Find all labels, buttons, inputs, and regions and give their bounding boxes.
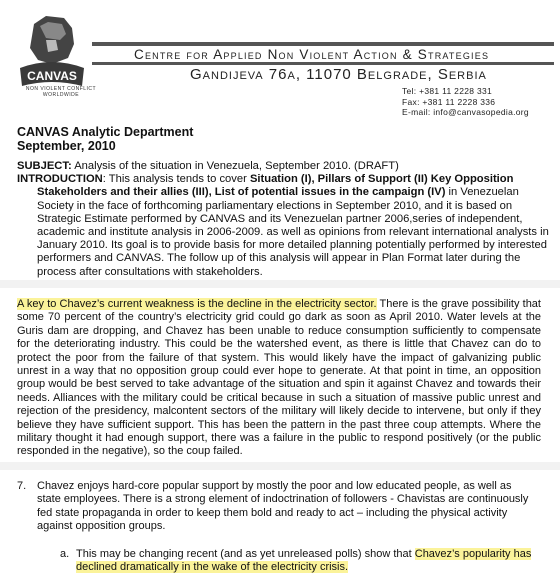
- subject-line: [17, 160, 537, 173]
- fax: Fax: +381 11 2228 336: [402, 96, 496, 107]
- sub-list-item-text: [76, 548, 546, 575]
- letterhead: [0, 0, 560, 122]
- organization-name: Centre for Applied Non Violent Action & Strategies: [134, 47, 490, 62]
- introduction-line-7: performers and CANVAS. The follow up of this analysis will appear in Plan Format later during the: [37, 252, 521, 265]
- department-name: CANVAS Analytic Department: [17, 125, 194, 139]
- letterhead-divider-middle: [92, 62, 554, 65]
- introduction-line-4: Strategic Estimate performed by CANVAS and its Venezuelan partner 2006,series of independent,: [37, 212, 523, 225]
- subject-text: Analysis of the situation in Venezuela, September 2010. (DRAFT): [71, 160, 399, 172]
- introduction-text-2: in Venezuelan: [445, 186, 519, 199]
- introduction-line-2: [17, 186, 537, 199]
- introduction-line-6: January 2010. Its goal is to provide basis for more detailed planning potentially performed by interested: [37, 239, 547, 252]
- subject-introduction-block: [17, 160, 549, 279]
- telephone: Tel: +381 11 2228 331: [402, 86, 493, 96]
- department-heading: [17, 125, 193, 153]
- introduction-bold-text: Situation (I), Pillars of Support (II) Key Opposition: [249, 173, 514, 186]
- list-item-text: Chavez enjoys hard-core popular support by mostly the poor and low educated people, as well as state employees. There is a strong element of indoctrination of followers - Chavistas are continuously fed state propaganda in order to keep them bold and ready to act – including the physical activity against opposition groups.: [37, 480, 529, 533]
- introduction-line-3: Society in the face of forthcoming parliamentary elections in September 2010, and it is based on: [37, 199, 513, 212]
- introduction-line-8: process after consultations with stakeholders.: [37, 265, 263, 278]
- contact-block: [402, 86, 552, 118]
- highlighted-key-sentence: A key to Chavez’s current weakness is the decline in the electricity sector.: [17, 298, 377, 310]
- electricity-paragraph: [17, 298, 541, 459]
- introduction-text: : This analysis tends to cover: [102, 173, 250, 186]
- list-item-number: 7.: [17, 480, 27, 492]
- highlighted-popularity-sentence: Chavez’s popularity has declined dramatically in the wake of the electricity crisis.: [76, 548, 532, 574]
- subject-label: SUBJECT:: [17, 160, 72, 172]
- email: E-mail: info@canvasopedia.org: [402, 107, 529, 117]
- introduction-line-5: academic and institute analysis in 2006-2009. as well as opinions from relevant international analysts in: [37, 226, 549, 239]
- introduction-bold-text-2: Stakeholders and their allies (III), List of potential issues in the campaign (IV): [37, 186, 446, 199]
- sub-list-item-body: This may be changing recent (and as yet unreleased polls) show that: [76, 548, 415, 560]
- paragraph-body: There is the grave possibility that some 70 percent of the country’s electricity grid could go dark as soon as April 2010. Water levels at the Guris dam are dropping, and Chavez has been unable to reduce consumption sufficiently to compensate for the deteriorating industry. This could be the watershed event, as there is little that Chavez can do to protect the poor from the failure of that system. This would likely have the impact of galvanizing public unrest in a way that no opposition group could ever hope to generate. At that point in time, an opposition group would be best served to take advantage of the situation and spin it against Chavez and towards their needs. Alliances with the military could be critical because in such a situation of massive public unrest and rejection of the presidency, malcontent sectors of the military will likely decide to intervene, but only if they believe they have sufficient support. This has been the pattern in the past three coup attempts. Where the military thought it had enough support, there was a failure in the public to respond positively (or the public responded in the negative), so the coup failed.: [17, 298, 541, 458]
- introduction-label: INTRODUCTION: [17, 173, 103, 186]
- logo-text: CANVAS: [27, 69, 77, 83]
- sub-list-item-letter: a.: [60, 548, 70, 560]
- section-separator-2: [0, 462, 560, 470]
- letterhead-divider-top: [92, 42, 554, 46]
- introduction-line-1: [17, 173, 537, 186]
- document-date: September, 2010: [17, 139, 116, 153]
- logo-subtitle: NON VIOLENT CONFLICT WORLDWIDE: [25, 86, 97, 98]
- section-separator: [0, 280, 560, 288]
- organization-address: Gandijeva 76a, 11070 Belgrade, Serbia: [190, 66, 487, 83]
